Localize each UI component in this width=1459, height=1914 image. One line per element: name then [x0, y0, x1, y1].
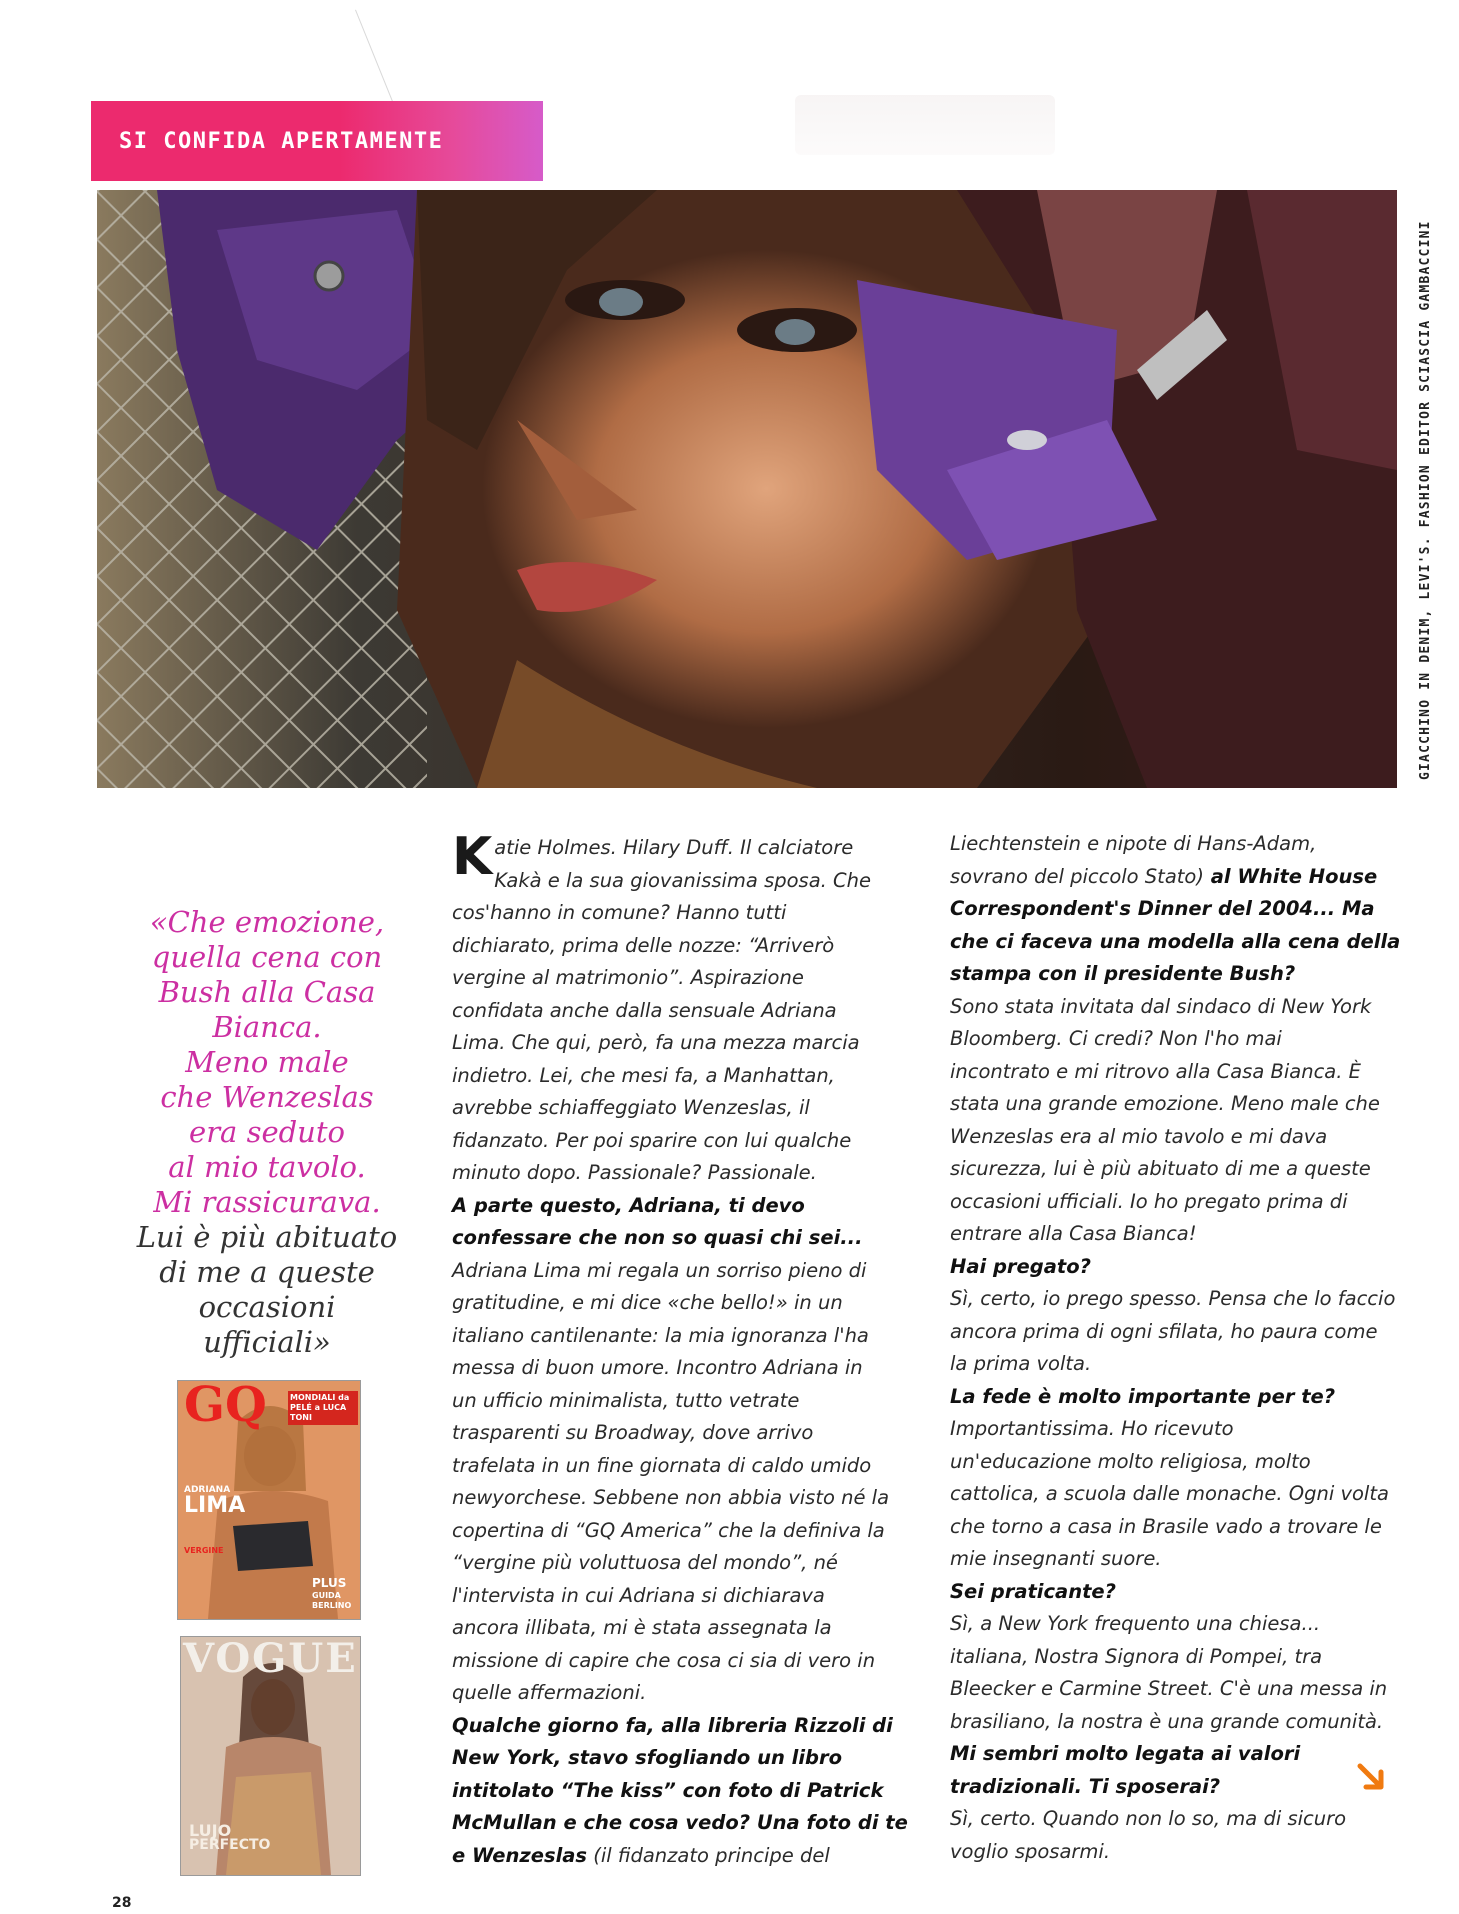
article-line: indietro. Lei, che mesi fa, a Manhattan, [452, 1063, 835, 1087]
article-line: missione di capire che cosa ci sia di vero in [452, 1648, 876, 1672]
quote-line: quella cena con [151, 940, 383, 974]
vogue-cover-thumbnail [180, 1636, 361, 1876]
interview-question: confessare che non so quasi chi sei... [452, 1226, 863, 1249]
article-line: l'intervista in cui Adriana si dichiarava [452, 1583, 825, 1607]
article-column-1 [452, 827, 912, 1872]
quote-line: Bush alla Casa [158, 975, 376, 1009]
article-line: ancora prima di ogni sfilata, ho paura come [950, 1319, 1378, 1343]
interview-question: Hai pregato? [950, 1254, 1091, 1278]
interview-question: A parte questo, Adriana, ti devo [452, 1193, 805, 1217]
quote-line: ufficiali» [203, 1325, 331, 1359]
page-number: 28 [112, 1895, 132, 1911]
interview-question: New York, stavo sfogliando un libro [452, 1746, 843, 1769]
quote-line: al mio tavolo. [168, 1150, 366, 1184]
portrait-photo [97, 190, 1397, 788]
gq-plus: PLUS [312, 1576, 347, 1590]
article-line: cos'hanno in comune? Hanno tutti [452, 901, 787, 924]
interview-question: Correspondent's Dinner del 2004... Ma [950, 897, 1375, 920]
interview-question: Sei praticante? [950, 1579, 1116, 1603]
drop-cap: K [452, 827, 493, 887]
article-line: sicurezza, lui è più abituato di me a queste [950, 1157, 1371, 1180]
interview-question: che ci faceva una modella alla cena della [950, 929, 1401, 953]
article-line: Sono stata invitata dal sindaco di New York [950, 994, 1372, 1018]
article-line: la prima volta. [950, 1352, 1092, 1375]
article-line: Lima. Che qui, però, fa una mezza marcia [452, 1031, 860, 1054]
vogue-headline1: LUJO [189, 1821, 232, 1840]
interview-question: Mi sembri molto legata ai valori [950, 1742, 1301, 1765]
article-line: Liechtenstein e nipote di Hans-Adam, [950, 832, 1317, 855]
interview-question: Qualche giorno fa, alla libreria Rizzoli di [452, 1713, 893, 1737]
article-line: stata una grande emozione. Meno male che [950, 1092, 1380, 1115]
article-line: confidata anche dalla sensuale Adriana [452, 998, 837, 1022]
article-line: trafelata in un fine giornata di caldo umido [452, 1453, 872, 1477]
quote-line: Lui è più abituato [136, 1220, 398, 1254]
article-line: Kakà e la sua giovanissima sposa. Che [494, 868, 872, 892]
article-line: cattolica, a scuola dalle monache. Ogni volta [950, 1482, 1389, 1505]
article-line: Bloomberg. Ci credi? Non l'ho mai [950, 1027, 1282, 1050]
article-line: Bleecker e Carmine Street. C'è una messa in [950, 1677, 1388, 1700]
quote-line: «Che emozione, [149, 905, 385, 939]
article-line: trasparenti su Broadway, dove arrivo [452, 1421, 814, 1444]
article-line: “vergine più voluttuosa del mondo”, né [452, 1551, 838, 1574]
gq-guide: GUIDA BERLINO [312, 1591, 352, 1610]
article-line: occasioni ufficiali. Io ho pregato prima di [950, 1189, 1348, 1213]
article-line: quelle affermazioni. [452, 1681, 647, 1704]
article-line: italiana, Nostra Signora di Pompei, tra [950, 1644, 1323, 1668]
quote-line: che Wenzeslas [160, 1080, 374, 1114]
gq-cover-thumbnail [177, 1380, 361, 1620]
article-line: mie insegnanti suore. [950, 1547, 1162, 1570]
article-line: che torno a casa in Brasile vado a trovare le [950, 1514, 1382, 1538]
section-banner [91, 101, 543, 181]
article-line: un'educazione molto religiosa, molto [950, 1449, 1311, 1473]
article-line: Importantissima. Ho ricevuto [950, 1417, 1234, 1440]
article-line: newyorchese. Sebbene non abbia visto né la [452, 1486, 890, 1509]
article-line: Katie Holmes. Hilary Duff. Il calciatore [452, 827, 854, 887]
gq-name-line1: ADRIANA [184, 1485, 231, 1495]
article-line: un ufficio minimalista, tutto vetrate [452, 1388, 800, 1412]
quote-line: di me a queste [159, 1255, 375, 1289]
interview-question: intitolato “The kiss” con foto di Patrick [452, 1778, 884, 1802]
gq-logo: GQ [184, 1380, 267, 1433]
article-line: ancora illibata, mi è stata assegnata la [452, 1616, 832, 1639]
pull-quote [112, 905, 422, 1360]
article-line: copertina di “GQ America” che la definiva la [452, 1518, 885, 1542]
article-line: dichiarato, prima delle nozze: “Arriverò [452, 933, 835, 957]
article-line: Sì, a New York frequento una chiesa... [950, 1612, 1321, 1635]
quote-line: Bianca. [212, 1010, 322, 1044]
article-line: messa di buon umore. Incontro Adriana in [452, 1356, 863, 1379]
quote-line: Meno male [185, 1045, 349, 1079]
article-line: brasiliano, la nostra è una grande comunità. [950, 1709, 1384, 1733]
quote-line: Mi rassicurava. [153, 1185, 381, 1219]
gq-subtitle: VERGINE [184, 1546, 224, 1555]
article-line: voglio sposarmi. [950, 1839, 1111, 1863]
article-column-2 [950, 828, 1420, 1868]
article-line: minuto dopo. Passionale? Passionale. [452, 1161, 817, 1184]
article-line: fidanzato. Per poi sparire con lui qualche [452, 1128, 852, 1152]
article-line: Sì, certo, io prego spesso. Pensa che lo faccio [950, 1287, 1396, 1310]
article-line: italiano cantilenante: la mia ignoranza l'ha [452, 1323, 869, 1347]
article-line: gratitudine, e mi dice «che bello!» in un [452, 1291, 843, 1314]
section-banner-label: SI CONFIDA APERTAMENTE [119, 129, 444, 154]
faded-headline [795, 95, 1055, 155]
interview-question: stampa con il presidente Bush? [950, 962, 1296, 985]
vogue-headline2: PERFECTO [189, 1837, 271, 1853]
gq-tag: MONDIALI da PELÉ a LUCA TONI [288, 1391, 358, 1425]
interview-question: McMullan e che cosa vedo? Una foto di te [452, 1811, 908, 1834]
article-line: Adriana Lima mi regala un sorriso pieno di [452, 1258, 867, 1282]
article-line: entrare alla Casa Bianca! [950, 1222, 1197, 1245]
gq-name-line2: LIMA [184, 1493, 246, 1518]
arrow-down-right-icon [1354, 1760, 1388, 1794]
photo-credit: GIACCHINO IN DENIM, LEVI'S. FASHION EDITOR SCIASCIA GAMBACCINI [1418, 220, 1433, 780]
interview-question: La fede è molto importante per te? [950, 1384, 1336, 1408]
vogue-logo: VOGUE [183, 1636, 358, 1682]
article-line: Sì, certo. Quando non lo so, ma di sicuro [950, 1807, 1347, 1830]
cover-photo [97, 190, 1397, 788]
article-line: avrebbe schiaffeggiato Wenzeslas, il [452, 1096, 810, 1119]
article-line: incontrato e mi ritrovo alla Casa Bianca. È [950, 1059, 1361, 1083]
quote-line: era seduto [189, 1115, 345, 1149]
quote-line: occasioni [198, 1290, 336, 1324]
article-line: vergine al matrimonio”. Aspirazione [452, 966, 804, 989]
article-line: Wenzeslas era al mio tavolo e mi dava [950, 1124, 1328, 1148]
article-line: sovrano del piccolo Stato) al White House [950, 864, 1378, 888]
article-line: e Wenzeslas (il fidanzato principe del [452, 1843, 830, 1867]
interview-question: tradizionali. Ti sposerai? [950, 1774, 1221, 1798]
